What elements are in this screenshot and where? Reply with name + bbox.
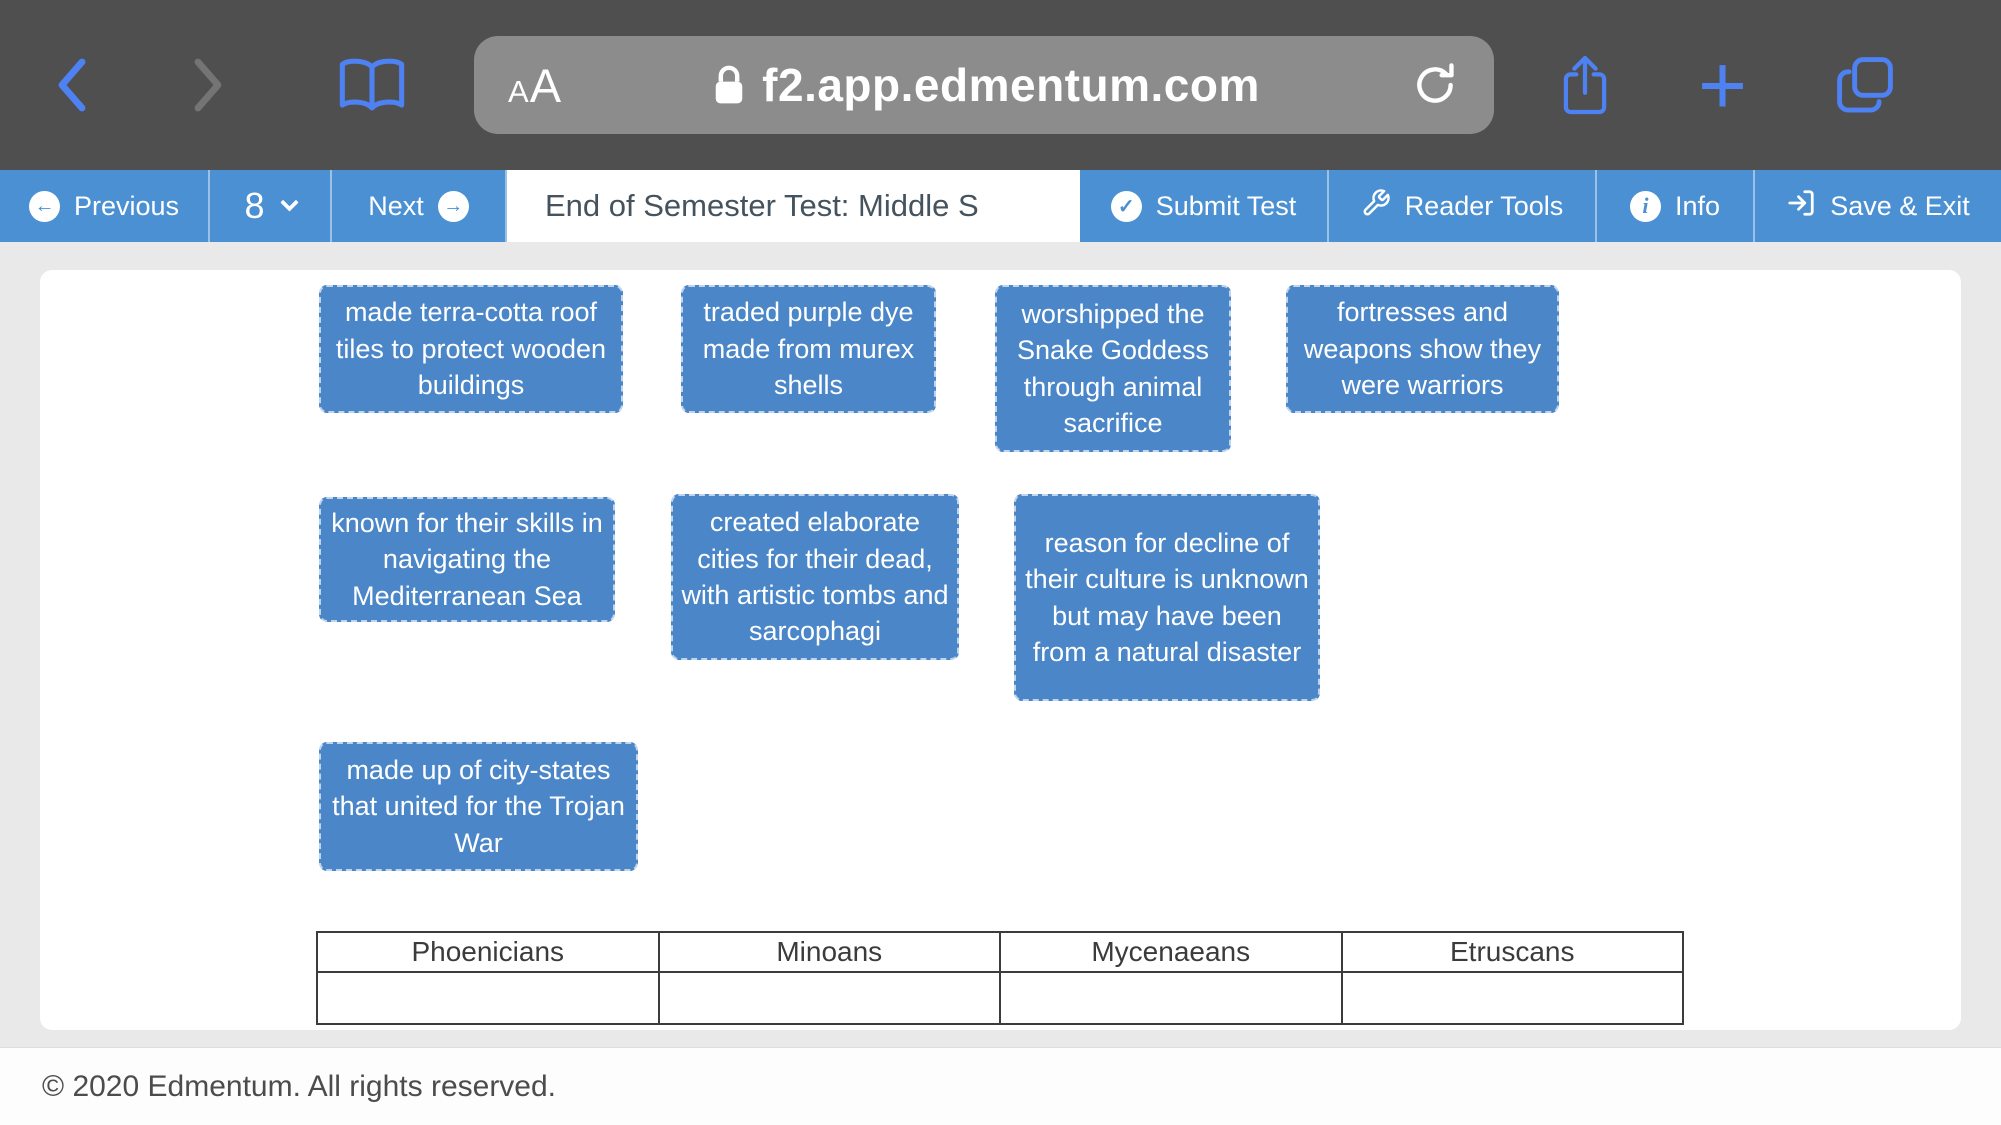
bookmarks-button[interactable] xyxy=(336,55,408,115)
text-size-small-a: A xyxy=(508,73,530,109)
forward-button[interactable] xyxy=(188,56,228,114)
share-icon xyxy=(1558,52,1612,118)
address-bar[interactable] xyxy=(474,36,1494,134)
drag-tile[interactable]: known for their skills in navigating the Mediterranean Sea xyxy=(319,497,615,622)
browser-chrome xyxy=(0,0,2001,170)
text-size-button[interactable] xyxy=(508,58,562,113)
chevron-left-icon xyxy=(52,56,92,114)
table-header-phoenicians: Phoenicians xyxy=(317,932,659,972)
wrench-icon xyxy=(1361,188,1391,225)
save-exit-button[interactable] xyxy=(1755,170,2001,242)
plus-icon: + xyxy=(1698,38,1748,132)
drag-tile[interactable]: made terra-cotta roof tiles to protect wooden buildings xyxy=(319,285,623,413)
text-size-large-a: A xyxy=(529,58,563,112)
info-label: Info xyxy=(1674,190,1721,221)
url-text: f2.app.edmentum.com xyxy=(762,59,1260,111)
lock-icon xyxy=(712,62,746,108)
drag-tile[interactable]: traded purple dye made from murex shells xyxy=(681,285,936,413)
share-button[interactable] xyxy=(1558,52,1612,118)
chevron-right-icon xyxy=(188,56,228,114)
next-label: Next xyxy=(368,190,424,221)
footer-copyright: © 2020 Edmentum. All rights reserved. xyxy=(42,1069,557,1103)
info-button[interactable] xyxy=(1597,170,1755,242)
url-display xyxy=(562,58,1410,112)
info-circle-icon: i xyxy=(1630,191,1661,222)
arrow-left-circle-icon: ← xyxy=(29,191,60,222)
drop-cell[interactable] xyxy=(1342,972,1684,1024)
test-toolbar xyxy=(0,170,2001,242)
drop-cell[interactable] xyxy=(1000,972,1342,1024)
arrow-right-circle-icon: → xyxy=(438,191,469,222)
save-exit-label: Save & Exit xyxy=(1830,190,1970,221)
question-card xyxy=(40,270,1961,1030)
page-footer xyxy=(0,1047,2001,1125)
question-number: 8 xyxy=(244,185,265,226)
previous-button[interactable] xyxy=(0,170,210,242)
table-header-minoans: Minoans xyxy=(659,932,1001,972)
drag-tile[interactable]: worshipped the Snake Goddess through animal sacrifice xyxy=(995,285,1231,452)
submit-test-label: Submit Test xyxy=(1155,190,1297,221)
table-header-etruscans: Etruscans xyxy=(1342,932,1684,972)
tabs-icon xyxy=(1833,53,1897,117)
reader-tools-label: Reader Tools xyxy=(1404,190,1564,221)
back-button[interactable] xyxy=(52,56,92,114)
check-circle-icon: ✓ xyxy=(1111,191,1142,222)
submit-test-button[interactable] xyxy=(1080,170,1329,242)
question-number-dropdown[interactable] xyxy=(210,170,332,242)
test-title: End of Semester Test: Middle S xyxy=(507,170,1080,242)
reader-tools-button[interactable] xyxy=(1329,170,1597,242)
drag-tile[interactable]: reason for decline of their culture is unknown but may have been from a natural disaster xyxy=(1014,494,1320,701)
new-tab-button[interactable] xyxy=(1698,38,1748,132)
open-book-icon xyxy=(336,55,408,115)
drop-cell[interactable] xyxy=(659,972,1001,1024)
previous-label: Previous xyxy=(73,190,180,221)
drag-tile[interactable]: made up of city-states that united for the Trojan War xyxy=(319,742,638,871)
next-button[interactable] xyxy=(332,170,507,242)
table-header-row xyxy=(317,932,1683,972)
drop-cell[interactable] xyxy=(317,972,659,1024)
sign-out-icon xyxy=(1786,188,1816,225)
tabs-button[interactable] xyxy=(1833,53,1897,117)
table-header-mycenaeans: Mycenaeans xyxy=(1000,932,1342,972)
answer-table xyxy=(316,931,1684,1025)
drag-tile[interactable]: fortresses and weapons show they were warriors xyxy=(1286,285,1559,413)
reload-icon xyxy=(1410,60,1460,110)
chevron-down-icon xyxy=(280,193,298,211)
reload-button[interactable] xyxy=(1410,60,1460,110)
table-drop-row xyxy=(317,972,1683,1024)
drag-tile[interactable]: created elaborate cities for their dead, with artistic tombs and sarcophagi xyxy=(671,494,959,660)
